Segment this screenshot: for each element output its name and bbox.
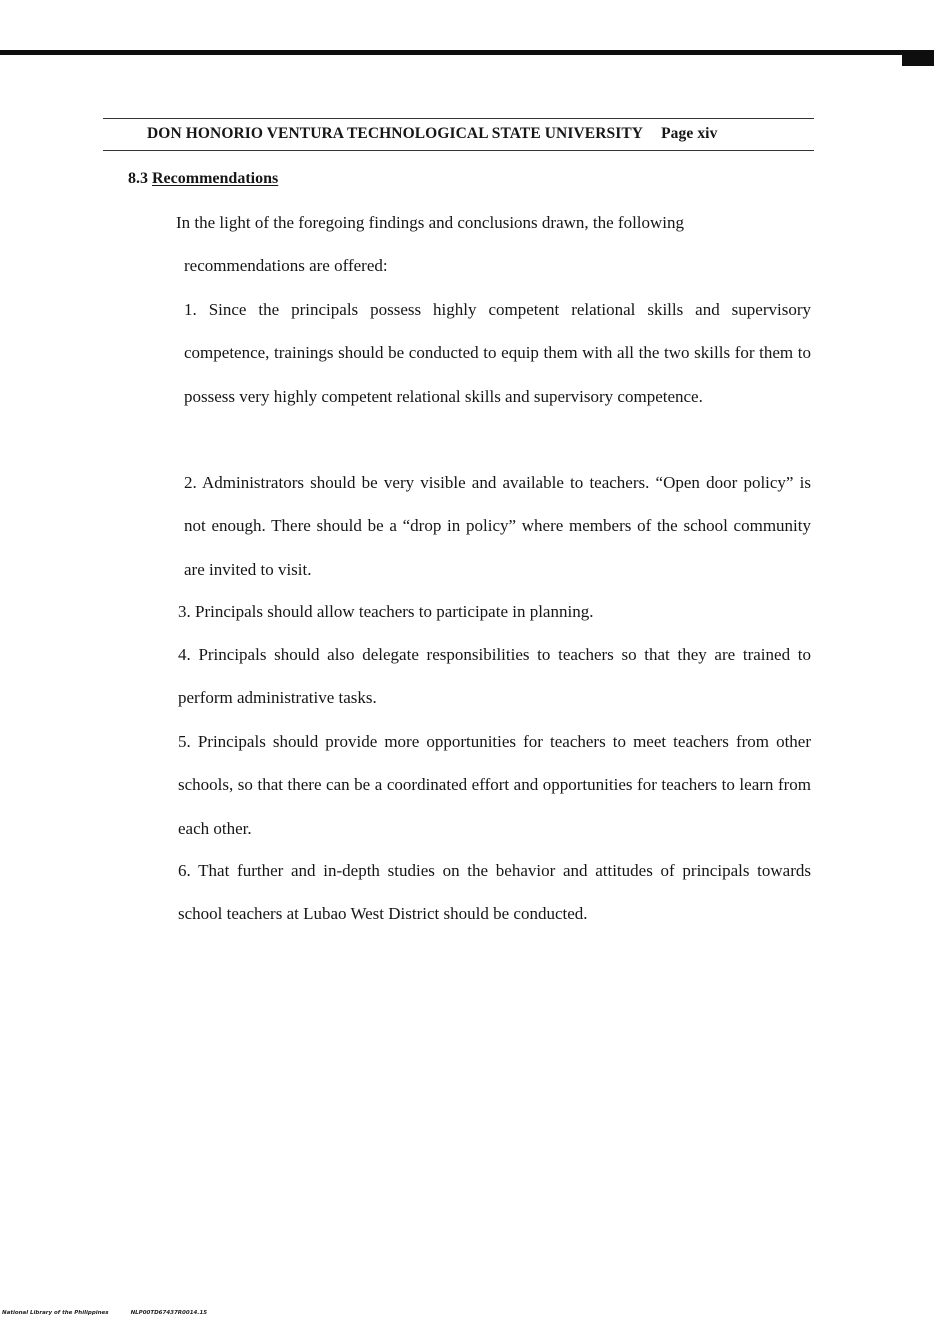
footer-library: National Library of the Philippines — [2, 1310, 109, 1316]
archive-footer — [2, 1310, 207, 1316]
recommendation-item: 3. Principals should allow teachers to participate in planning. — [178, 602, 594, 621]
scan-top-border — [0, 50, 934, 55]
recommendation-item: 1. Since the principals possess highly competent relational skills and supervisory competence, trainings should be conducted to equip them with all the two skills for them to possess very highly competent relational skills and supervisory competence. — [184, 300, 811, 406]
header-rule-top — [103, 118, 814, 119]
section-number: 8.3 — [128, 170, 148, 187]
scan-corner-mark — [902, 54, 934, 66]
section-title: Recommendations — [152, 170, 279, 187]
intro-line-1: In the light of the foregoing findings and conclusions drawn, the following — [176, 213, 685, 232]
intro-paragraph — [176, 201, 811, 288]
recommendation-item: 4. Principals should also delegate responsibilities to teachers so that they are trained to perform administrative tasks. — [178, 645, 811, 708]
intro-line-2: recommendations are offered: — [184, 256, 388, 276]
footer-code: NLP00TD67437R0014.15 — [130, 1310, 208, 1316]
header-institution: DON HONORIO VENTURA TECHNOLOGICAL STATE UNIVERSITY — [147, 125, 644, 142]
recommendation-item: 6. That further and in-depth studies on the behavior and attitudes of principals towards school teachers at Lubao West District should be conducted. — [178, 861, 811, 924]
recommendation-item: 2. Administrators should be very visible and available to teachers. “Open door policy” is not enough. There should be a “drop in policy” where members of the school community are invited to visit. — [184, 473, 811, 579]
recommendation-item: 5. Principals should provide more opportunities for teachers to meet teachers from other schools, so that there can be a coordinated effort and opportunities for teachers to learn from each other. — [178, 732, 811, 838]
header-rule-bottom — [103, 150, 814, 151]
header-page-number: Page xiv — [661, 125, 718, 142]
running-header — [147, 125, 827, 143]
section-heading — [128, 170, 278, 188]
